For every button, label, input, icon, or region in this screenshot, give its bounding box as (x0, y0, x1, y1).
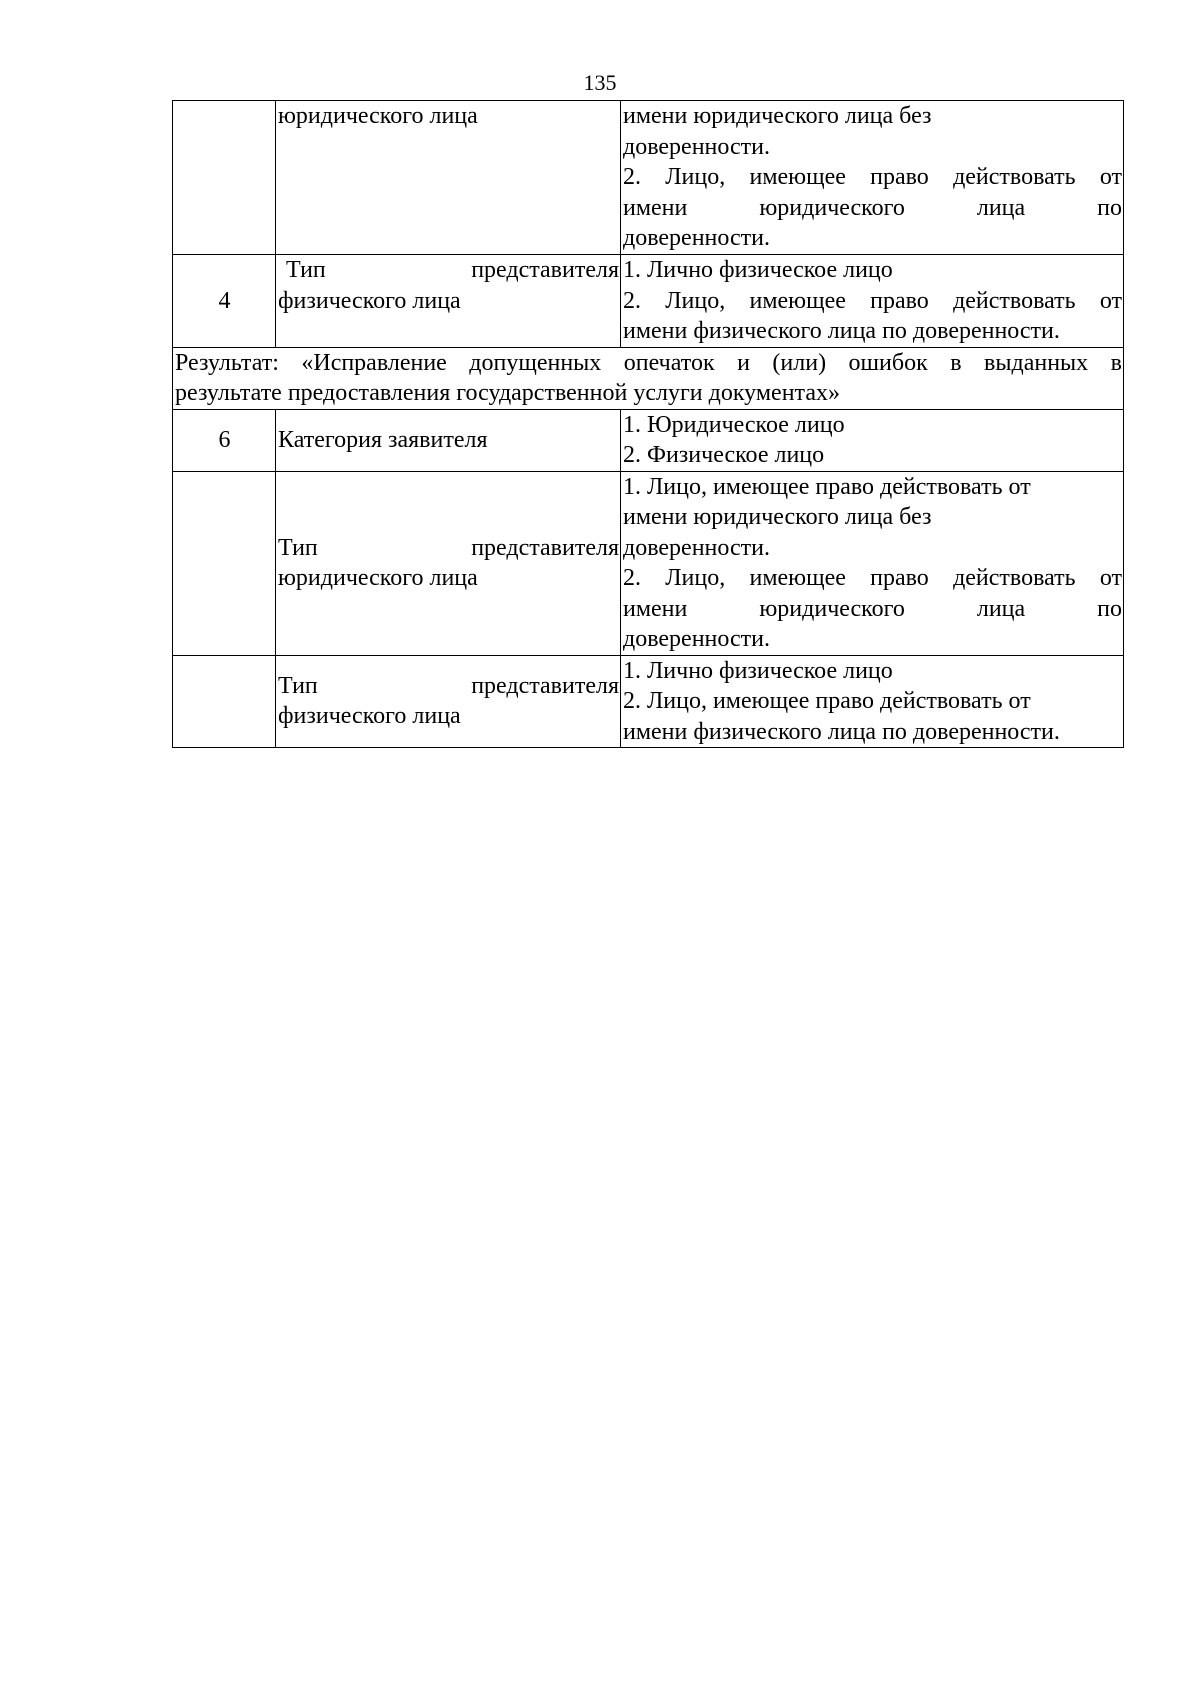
row-type-text: юридического лица (278, 565, 478, 591)
table-row (173, 101, 1124, 255)
option-line: 2. Лицо, имеющее право действовать от (623, 688, 1031, 714)
option-line: имени юридического лица по (623, 194, 1122, 221)
row-type-cell (276, 409, 621, 471)
row-number: 4 (173, 255, 276, 348)
option-line: 1. Лично физическое лицо (623, 257, 893, 283)
option-line: доверенности. (623, 626, 770, 652)
row-type-cell (276, 101, 621, 255)
option-line: доверенности. (623, 133, 770, 160)
table-row (173, 471, 1124, 655)
result-banner-text: результате предоставления государственной услуги документах» (175, 380, 840, 406)
row-number: 6 (173, 409, 276, 471)
option-line: имени юридического лица без (623, 504, 932, 530)
option-line: 2. Лицо, имеющее право действовать от (623, 287, 1122, 314)
result-banner-row (173, 347, 1124, 409)
option-line: 1. Лицо, имеющее право действовать от (623, 473, 1031, 500)
row-number (173, 471, 276, 655)
row-type-text: Тип представителя (278, 672, 619, 699)
option-line: имени юридического лица без (623, 103, 932, 129)
row-options-cell (621, 101, 1124, 255)
row-options-cell (621, 255, 1124, 348)
row-type-text: юридического лица (278, 103, 478, 129)
option-line: имени юридического лица по (623, 595, 1122, 622)
table-row (173, 655, 1124, 748)
table-row (173, 255, 1124, 348)
option-line: доверенности. (623, 225, 770, 251)
applicant-variants-table (172, 100, 1124, 748)
row-options-cell (621, 655, 1124, 748)
option-line: 1. Лично физическое лицо (623, 657, 893, 684)
row-type-cell (276, 255, 621, 348)
result-banner (173, 347, 1124, 409)
option-line: 2. Лицо, имеющее право действовать от (623, 565, 1122, 591)
row-type-cell (276, 655, 621, 748)
option-line: 2. Лицо, имеющее право действовать от (623, 164, 1122, 190)
row-number (173, 655, 276, 748)
option-line: 2. Физическое лицо (623, 442, 825, 468)
row-type-text: Тип представителя (278, 534, 619, 561)
page-number: 135 (583, 70, 617, 95)
option-line: имени физического лица по доверенности. (623, 318, 1060, 344)
row-type-cell (276, 471, 621, 655)
row-number (173, 101, 276, 255)
option-line: доверенности. (623, 534, 770, 561)
option-line: имени физического лица по доверенности. (623, 718, 1060, 745)
row-options-cell (621, 471, 1124, 655)
option-line: 1. Юридическое лицо (623, 411, 845, 438)
result-banner-text: Результат: «Исправление допущенных опечаток и (или) ошибок в выданных в (175, 349, 1122, 376)
table-row (173, 409, 1124, 471)
row-type-text: физического лица (278, 703, 461, 730)
row-type-text: Категория заявителя (278, 426, 488, 453)
row-type-text: Тип представителя (286, 257, 619, 283)
row-type-text: физического лица (278, 287, 461, 314)
row-options-cell (621, 409, 1124, 471)
